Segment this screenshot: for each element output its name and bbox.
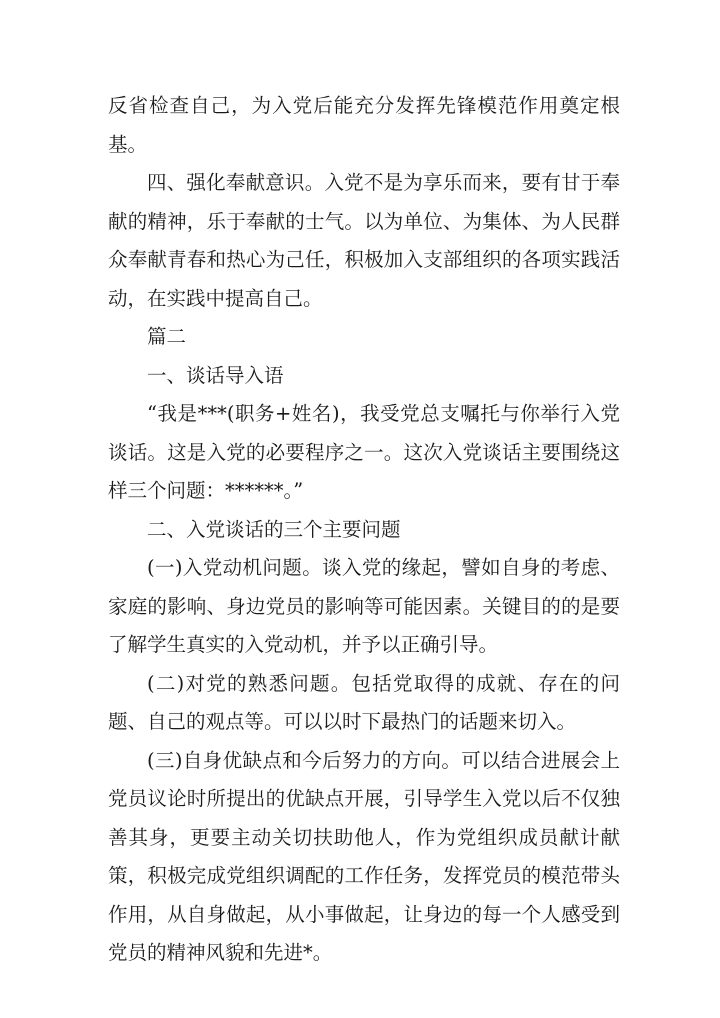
paragraph-continuation: 反省检查自己，为入党后能充分发挥先锋模范作用奠定根基。 [108, 94, 620, 156]
paragraph-item-four: 四、强化奉献意识。入党不是为享乐而来，要有甘于奉献的精神，乐于奉献的士气。以为单位、为集体、为人民群众奉献青春和热心为己任，积极加入支部组织的各项实践活动，在实践中提高自己。 [108, 171, 620, 310]
section-heading-part-two: 篇二 [147, 325, 187, 348]
document-body [108, 87, 620, 973]
paragraph-question-three: (三)自身优缺点和今后努力的方向。可以结合进展会上党员议论时所提出的优缺点开展，引导学生入党以后不仅独善其身，更要主动关切扶助他人，作为党组织成员献计献策，积极完成党组织调配的工作任务，发挥党员的模范带头作用，从自身做起，从小事做起，让身边的每一个人感受到党员的精神风貌和先进*。 [108, 748, 620, 964]
heading-intro: 一、谈话导入语 [147, 363, 284, 387]
paragraph-quote: “我是***(职务+姓名)，我受党总支嘱托与你举行入党谈话。这是入党的必要程序之一。这次入党谈话主要围绕这样三个问题：******。” [108, 402, 620, 502]
heading-main-questions: 二、入党谈话的三个主要问题 [147, 517, 401, 541]
paragraph-question-two: (二)对党的熟悉问题。包括党取得的成就、存在的问题、自己的观点等。可以以时下最热门的话题来切入。 [108, 671, 620, 733]
paragraph-question-one: (一)入党动机问题。谈入党的缘起，譬如自身的考虑、家庭的影响、身边党员的影响等可能因素。关键目的的是要了解学生真实的入党动机，并予以正确引导。 [108, 556, 620, 656]
